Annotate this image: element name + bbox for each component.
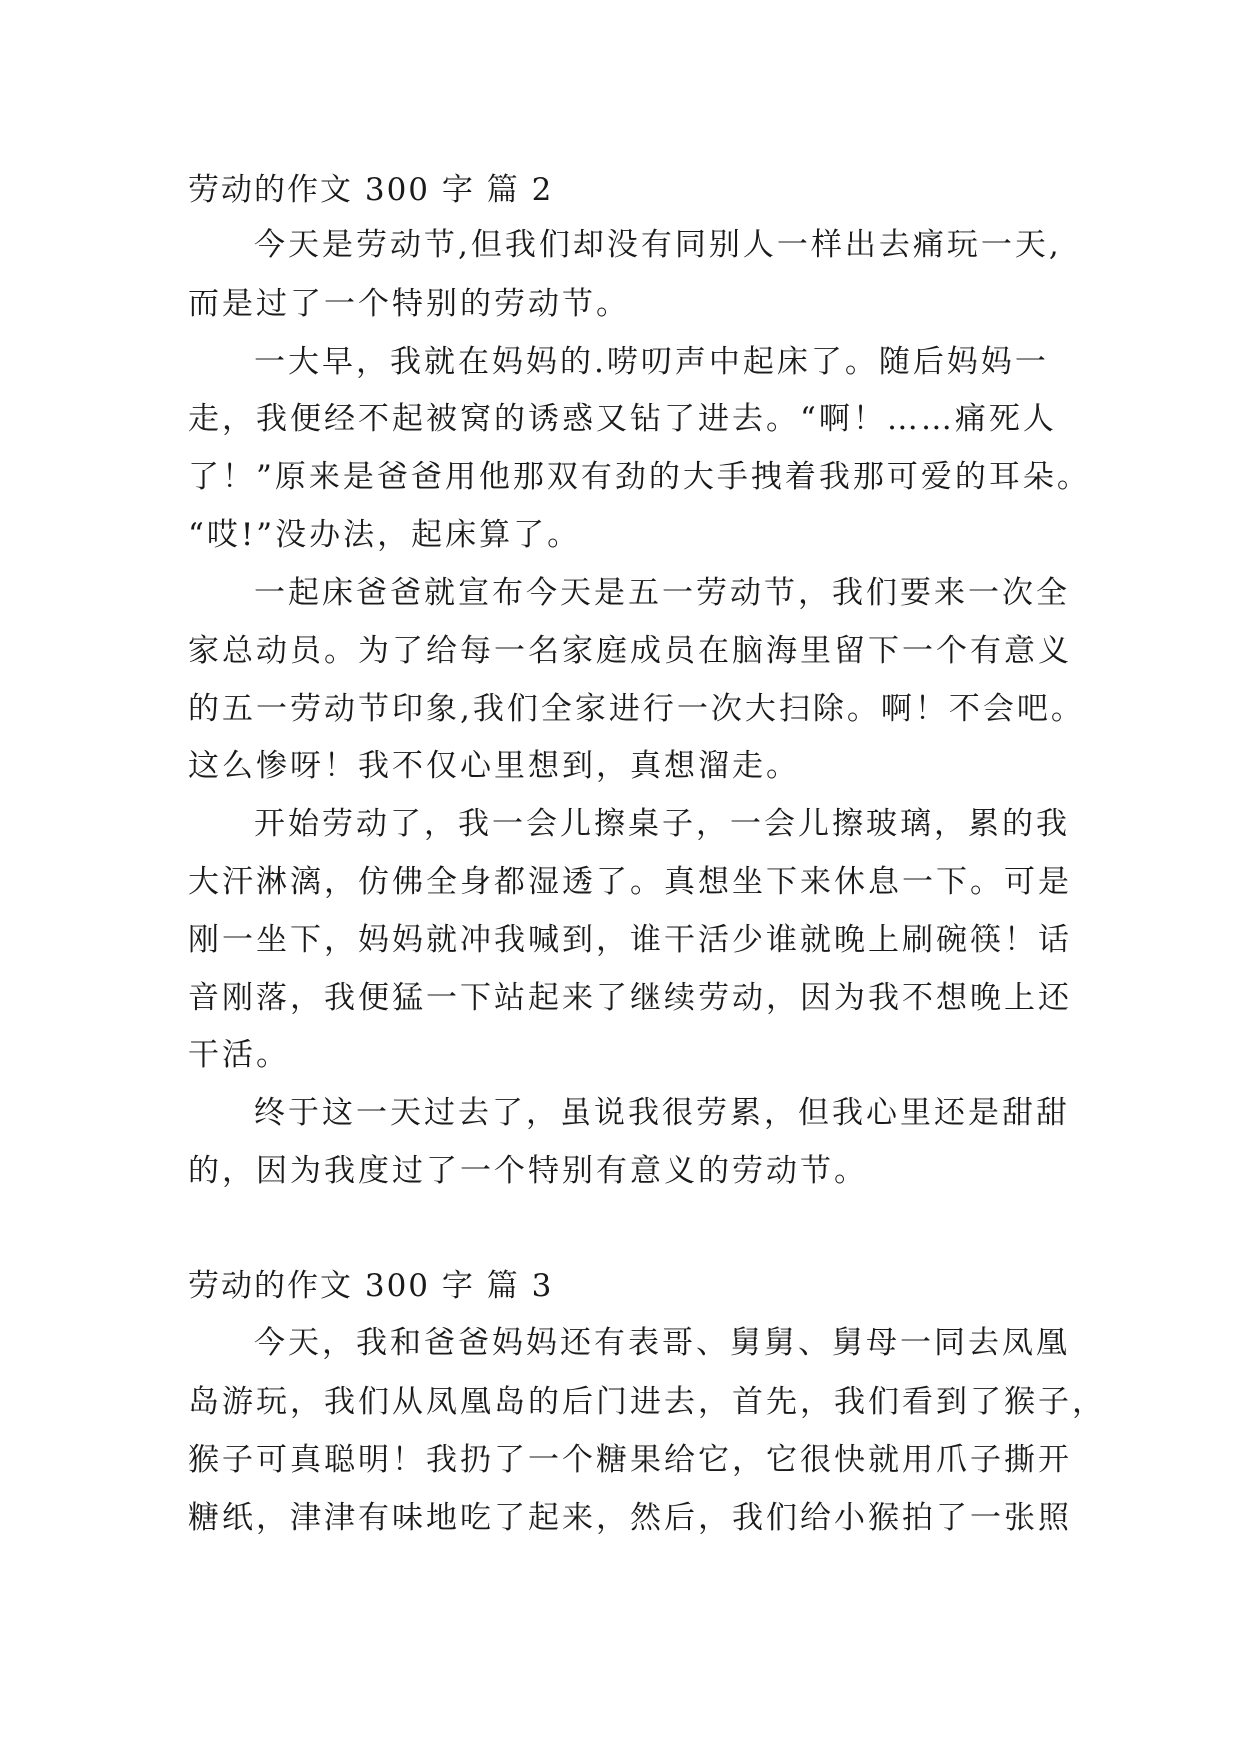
paragraph-line: 的，因为我度过了一个特别有意义的劳动节。 <box>188 1153 868 1189</box>
section-heading: 劳动的作文 300 字 篇 3 <box>188 1268 554 1304</box>
paragraph-line: 的五一劳动节印象,我们全家进行一次大扫除。啊！不会吧。 <box>188 691 1085 727</box>
paragraph-line: 这么惨呀！我不仅心里想到，真想溜走。 <box>188 748 800 784</box>
paragraph-line: 而是过了一个特别的劳动节。 <box>188 286 630 322</box>
paragraph-line: 音刚落，我便猛一下站起来了继续劳动，因为我不想晚上还 <box>188 980 1072 1016</box>
paragraph-line: 今天是劳动节,但我们却没有同别人一样出去痛玩一天, <box>254 227 1062 263</box>
paragraph-line: 家总动员。为了给每一名家庭成员在脑海里留下一个有意义 <box>188 633 1072 669</box>
paragraph-line: 了！”原来是爸爸用他那双有劲的大手拽着我那可爱的耳朵。 <box>188 459 1091 495</box>
paragraph-line: 今天，我和爸爸妈妈还有表哥、舅舅、舅母一同去凤凰 <box>254 1325 1070 1361</box>
paragraph-line: 猴子可真聪明！我扔了一个糖果给它，它很快就用爪子撕开 <box>188 1442 1072 1478</box>
paragraph-line: “哎!”没办法，起床算了。 <box>188 517 582 553</box>
paragraph-line: 糖纸，津津有味地吃了起来，然后，我们给小猴拍了一张照 <box>188 1500 1072 1536</box>
section-heading: 劳动的作文 300 字 篇 2 <box>188 172 554 208</box>
paragraph-line: 干活。 <box>188 1037 290 1073</box>
paragraph-line: 刚一坐下，妈妈就冲我喊到，谁干活少谁就晚上刷碗筷！话 <box>188 922 1072 958</box>
paragraph-line: 走，我便经不起被窝的诱惑又钻了进去。“啊！……痛死人 <box>188 401 1057 437</box>
paragraph-line: 开始劳动了，我一会儿擦桌子，一会儿擦玻璃，累的我 <box>254 806 1070 842</box>
paragraph-line: 大汗淋漓，仿佛全身都湿透了。真想坐下来休息一下。可是 <box>188 864 1072 900</box>
paragraph-line: 一大早，我就在妈妈的.唠叨声中起床了。随后妈妈一 <box>254 344 1049 380</box>
paragraph-line: 岛游玩，我们从凤凰岛的后门进去，首先，我们看到了猴子， <box>188 1384 1106 1420</box>
paragraph-line: 一起床爸爸就宣布今天是五一劳动节，我们要来一次全 <box>254 575 1070 611</box>
paragraph-line: 终于这一天过去了，虽说我很劳累，但我心里还是甜甜 <box>254 1095 1070 1131</box>
